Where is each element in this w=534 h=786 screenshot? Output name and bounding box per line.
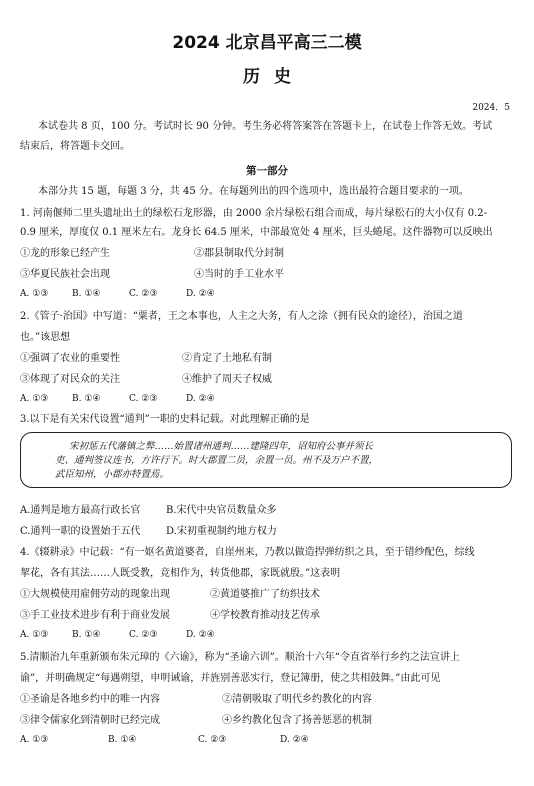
- page-title: 2024 北京昌平高三二模: [172, 33, 362, 53]
- exam-date: 2024．5: [472, 103, 510, 113]
- q4-answer-d: D. ②④: [186, 630, 215, 640]
- subject-title: 历史: [243, 67, 305, 87]
- q4-option-4: ④学校教育推动技艺传承: [210, 610, 320, 621]
- q5-option-2: ②清朝吸取了明代乡约教化的内容: [222, 694, 372, 705]
- q3-option-a: A.通判是地方最高行政长官: [20, 505, 141, 516]
- part-intro: 本部分共 15 题，每题 3 分，共 45 分。在每题列出的四个选项中，选出最符合题目要求的一项。: [38, 186, 469, 197]
- q1-option-2: ②郡县制取代分封制: [194, 248, 284, 259]
- q2-option-1: ①强调了农业的重要性: [20, 353, 120, 364]
- q4-answer-a: A. ①③: [20, 630, 49, 640]
- q4-option-2: ②黄道婆推广了纺织技术: [210, 589, 320, 600]
- q2-answer-c: C. ②③: [129, 394, 158, 404]
- q3-source-quote: [20, 432, 512, 488]
- q5-answer-d: D. ②④: [280, 735, 309, 745]
- q5-option-1: ①圣谕是各地乡约中的唯一内容: [20, 694, 160, 705]
- q5-answer-b: B. ①④: [108, 735, 137, 745]
- q2-option-3: ③体现了对民众的关注: [20, 374, 120, 385]
- q2-answer-d: D. ②④: [186, 394, 215, 404]
- q2-option-4: ④维护了周天子权威: [182, 374, 272, 385]
- q2-answer-a: A. ①③: [20, 394, 49, 404]
- q4-option-1: ①大规模使用雇佣劳动的现象出现: [20, 589, 170, 600]
- q3-quote-line-1: 宋初惩五代藩镇之弊……始置诸州通判……建隆四年，诏知府公事并须长: [69, 441, 374, 452]
- q5-answer-c: C. ②③: [198, 735, 227, 745]
- q3-quote-line-2: 吏、通判签议连书，方许行下。时大郡置二员，余置一员。州不及万户不置，: [55, 455, 379, 466]
- q1-answer-d: D. ②④: [186, 289, 215, 299]
- q3-stem: 3.以下是有关宋代设置“通判”一职的史料记载。对此理解正确的是: [20, 414, 310, 425]
- q3-option-d: D.宋初重视制约地方权力: [166, 526, 277, 537]
- part-heading: 第一部分: [246, 165, 288, 177]
- q3-option-c: C.通判一职的设置始于五代: [20, 526, 141, 537]
- q5-stem-1: 5.清顺治九年重新颁布朱元璋的《六谕》，称为“圣谕六训”。顺治十六年“令直省举行乡约之法宣讲上: [20, 652, 460, 663]
- q5-option-3: ③律令儒家化到清朝时已经完成: [20, 715, 160, 726]
- q5-stem-2: 谕”，并明确规定“每遇朔望，申明诫谕，并旌别善恶实行，登记簿册，使之共相鼓舞。”由此可见: [20, 673, 441, 684]
- q3-option-b: B.宋代中央官员数量众多: [166, 505, 277, 516]
- q5-answer-a: A. ①③: [20, 735, 49, 745]
- q4-option-3: ③手工业技术进步有利于商业发展: [20, 610, 170, 621]
- q4-stem-1: 4.《辍耕录》中记载：“有一妪名黄道婆者，自崖州来，乃教以做造捍弹纺织之具，至于错纱配色，综线: [20, 547, 475, 558]
- q1-stem-2: 0.9 厘米，厚度仅 0.1 厘米左右。龙身长 64.5 厘米，中部最宽处 4 厘米，巨头蜷尾。这件器物可以反映出: [20, 227, 493, 238]
- q2-stem-2: 也。”该思想: [20, 332, 71, 343]
- q1-option-3: ③华夏民族社会出现: [20, 269, 110, 280]
- q1-option-4: ④当时的手工业水平: [194, 269, 284, 280]
- q1-option-1: ①龙的形象已经产生: [20, 248, 110, 259]
- instructions-line-1: 本试卷共 8 页，100 分。考试时长 90 分钟。考生务必将答案答在答题卡上，在试卷上作答无效。考试: [38, 121, 493, 132]
- q3-quote-line-3: 武臣知州，小郡亦特置焉。: [55, 469, 170, 480]
- q2-option-2: ②肯定了土地私有制: [182, 353, 272, 364]
- q4-stem-2: 挈花，各有其法……人既受教，竞相作为，转货他郡，家既就殷。”这表明: [20, 568, 341, 579]
- q5-option-4: ④乡约教化包含了扬善惩恶的机制: [222, 715, 372, 726]
- q1-stem-1: 1. 河南偃师二里头遗址出土的绿松石龙形器，由 2000 余片绿松石组合而成，每片绿松石的大小仅有 0.2-: [20, 208, 487, 219]
- q2-answer-b: B. ①④: [72, 394, 101, 404]
- instructions-line-2: 结束后，将答题卡交回。: [20, 141, 130, 152]
- q4-answer-c: C. ②③: [129, 630, 158, 640]
- q1-answer-c: C. ②③: [129, 289, 158, 299]
- q1-answer-a: A. ①③: [20, 289, 49, 299]
- q1-answer-b: B. ①④: [72, 289, 101, 299]
- q2-stem-1: 2.《管子·治国》中写道：“粟者，王之本事也，人主之大务，有人之涂（拥有民众的途径），治国之道: [20, 311, 463, 322]
- q4-answer-b: B. ①④: [72, 630, 101, 640]
